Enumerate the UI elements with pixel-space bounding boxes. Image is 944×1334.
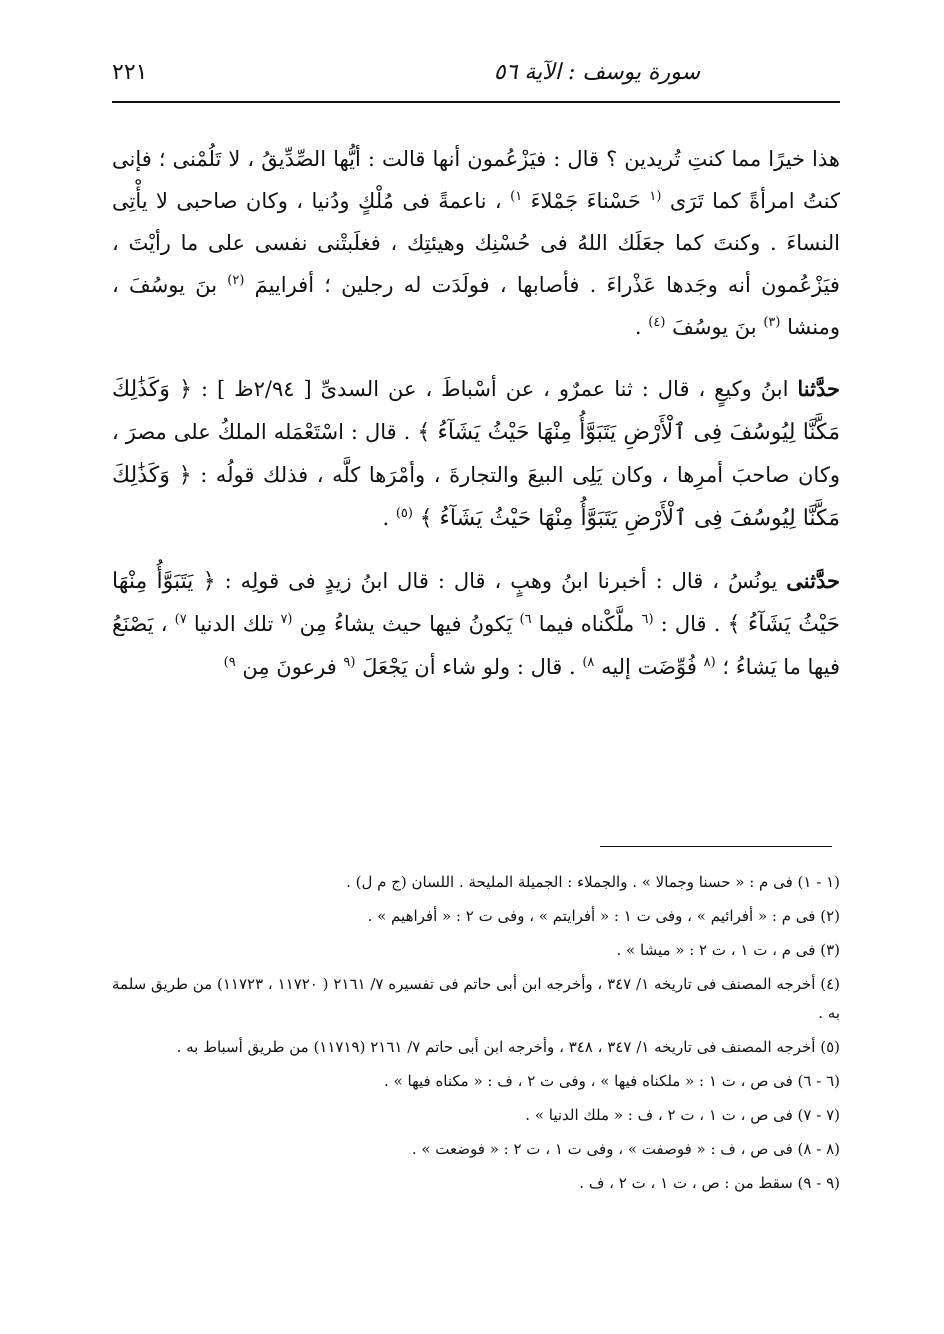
text-run: ابنُ وكيعٍ ، قال : ثنا عمرٌو ، عن أسْباطَ ، عن السدىِّ [ ٢/٩٤ظ ] : — [201, 377, 789, 401]
quran-verse: ﴿ وَكَذَٰلِكَ مَكَّنَّا لِيُوسُفَ فِى ٱلْأَرْضِ يَتَبَوَّأُ مِنْهَا حَيْثُ يَشَآءُ ﴾ — [112, 377, 840, 445]
footnote-marker: (٢) — [227, 273, 245, 288]
footnote-marker: (٥) — [395, 506, 413, 521]
main-text — [112, 138, 840, 708]
footnotes — [112, 868, 840, 1203]
footnote-1: (١ - ١) فى م : « حسنا وجمالا » . والجملاء : الجميلة المليحة . اللسان (ج م ل) . — [346, 873, 840, 891]
footnote-marker: ٩) — [223, 655, 236, 670]
footnote-marker: ١) — [510, 189, 523, 204]
paragraph-2 — [112, 368, 840, 540]
footnote-marker: (٣) — [763, 315, 781, 330]
quran-verse: ﴿ وَكَذَٰلِكَ مَكَّنَّا لِيُوسُفَ فِى ٱلْأَرْضِ يَتَبَوَّأُ مِنْهَا حَيْثُ يَشَآءُ ﴾ — [112, 463, 840, 531]
paragraph-3 — [112, 560, 840, 688]
footnote-marker: ٨) — [582, 655, 595, 670]
footnote-marker: ٧) — [174, 612, 187, 627]
page-header — [112, 58, 840, 98]
footnote-marker: (٧ — [280, 612, 293, 627]
narration-lead: حدَّثنى — [786, 568, 840, 593]
footnote-2: (٢) فى م : « أفرائيم » ، وفى ت ١ : « أفرايتم » ، وفى ت ٢ : « أفراهيم » . — [367, 907, 840, 925]
paragraph-1 — [112, 138, 840, 348]
footnote-4: (٤) أخرجه المصنف فى تاريخه ١/ ٣٤٧ ، وأخرجه ابن أبى حاتم فى تفسيره ٧/ ٢١٦١ ( ١١٧٢٠ ، ١١٧٢٣) من طريق سلمة به . — [112, 975, 840, 1022]
footnote-marker: (٦ — [641, 612, 654, 627]
footnote-marker: (١ — [649, 189, 662, 204]
footnote-divider — [600, 846, 832, 847]
text-run: يَكونُ فيها حيث يشاءُ مِن — [299, 612, 513, 636]
text-run: هذا خيرًا مما كنتِ تُريدين ؟ قال : فيَزْعُمون أنها قالت : أيُّها الصِّدِّيقُ ، لا تَلُمْنى ؛ فإنى كنتُ امرأةً كما تَرَى — [112, 147, 840, 213]
text-run: يونُسُ ، قال : أخبرنا ابنُ وهبٍ ، قال : قال ابنُ زيدٍ فى قولِه : — [224, 569, 778, 593]
text-run: بنَ يوسُفَ ، ومنشا — [112, 273, 840, 339]
footnote-8: (٨ - ٨) فى ص ، ف : « فوصفت » ، وفى ت ١ ، ت ٢ : « فوضعت » . — [411, 1140, 840, 1158]
footnote-3: (٣) فى م ، ت ١ ، ت ٢ : « ميشا » . — [616, 941, 840, 959]
footnote-5: (٥) أخرجه المصنف فى تاريخه ١/ ٣٤٧ ، ٣٤٨ ، وأخرجه ابن أبى حاتم ٧/ ٢١٦١ (١١٧١٩) من طريق أسباط به . — [176, 1038, 840, 1056]
text-run: ، ناعمةً فى مُلْكٍ ودُنيا ، وكان صاحبى لا يأْتِى النساءَ . وكنتَ كما جعَلَك اللهُ فى حُسْنِك وهيئتِك ، فغلَبتْنى نفسى على ما رأيْتَ ، فيَزْعُمون أنه وجَدها عَذْراءَ . فأصابها ، فولَدَت له رجلين ؛ أفراييمَ — [112, 189, 840, 297]
text-run: . قال : — [660, 612, 721, 636]
footnote-9: (٩ - ٩) سقط من : ص ، ت ١ ، ت ٢ ، ف . — [579, 1174, 840, 1192]
footnote-marker: ٦) — [519, 612, 532, 627]
footnote-marker: (٩ — [343, 655, 356, 670]
footnote-6: (٦ - ٦) فى ص ، ت ١ : « ملكناه فيها » ، وفى ت ٢ ، ف : « مكناه فيها » . — [384, 1072, 840, 1090]
text-run: حَسْناءَ جَمْلاءَ — [530, 189, 641, 213]
text-run: ، يَصْنَعُ فيها ما يَشاءُ ؛ — [112, 612, 840, 679]
footnote-marker: (٤) — [648, 315, 666, 330]
text-run: بنَ يوسُفَ — [672, 315, 757, 339]
narration-lead: حدَّثنا — [797, 376, 840, 401]
footnote-marker: (٨ — [703, 655, 716, 670]
text-run: . — [382, 506, 390, 530]
quran-verse: ﴿ يَتَبَوَّأُ مِنْهَا حَيْثُ يَشَآءُ ﴾ — [112, 569, 840, 637]
text-run: فرعونَ مِن — [242, 655, 337, 679]
footnote-7: (٧ - ٧) فى ص ، ت ١ ، ت ٢ ، ف : « ملك الدنيا » . — [525, 1106, 840, 1124]
text-run: ملَّكْناه فيما — [538, 612, 635, 636]
text-run: تلك الدنيا — [193, 612, 274, 636]
header-divider — [112, 101, 840, 103]
text-run: . قال : ولو شاء أن يَجْعَلَ — [362, 655, 576, 679]
text-run: . قال : اسْتَعْمَله الملكُ على مصرَ ، وكان صاحبَ أمرِها ، وكان يَلِى البيعَ والتجارةَ ، وأمْرَها كلَّه ، فذلك قولُه : — [112, 420, 840, 487]
text-run: . — [634, 315, 642, 339]
text-run: فُوِّضَت إليه — [601, 655, 697, 679]
page-number: ٢٢١ — [112, 60, 148, 85]
running-title: سورة يوسف : الآية ٥٦ — [493, 60, 700, 85]
